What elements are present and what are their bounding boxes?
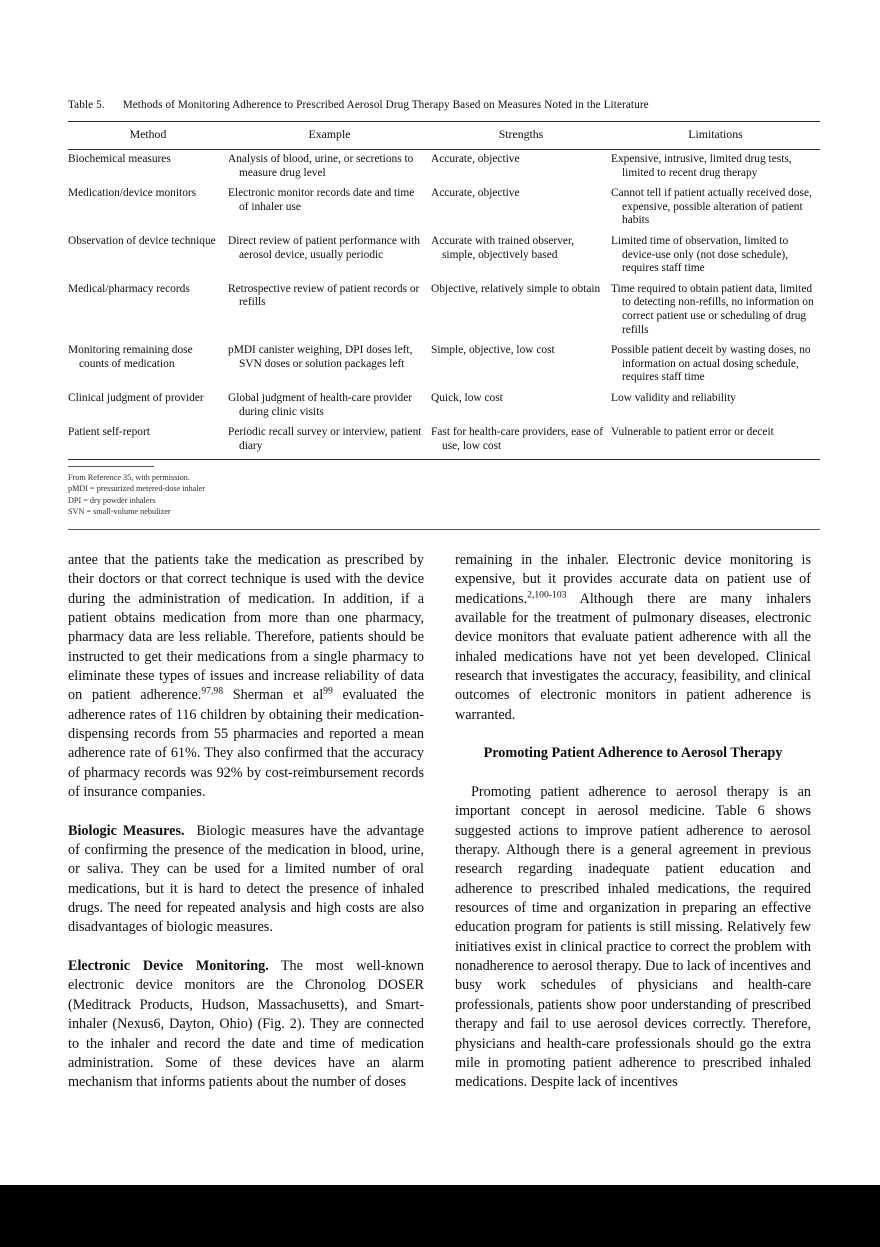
paragraph-electronic-device-monitoring — [68, 957, 424, 1092]
paragraph-promoting-adherence: Promoting patient adherence to aerosol therapy is an important concept in aerosol medicine. Table 6 shows suggested actions to improve patient adherence to aerosol therapy. Although there is a general agreement in previous research regarding inadequate patient education and adherence to prescribed inhaled medications, the required resources of time and organization in preparing an effective education program for patients is still missing. Relatively few initiatives exist in clinical practice to correct the problem with nonadherence to aerosol therapy. Due to lack of incentives and busy work schedules of physicians and health-care professionals, patients show poor understanding of prescribed therapy and fail to use aerosol devices correctly. Therefore, physicians and health-care professionals should go the extra mile in promoting patient adherence to prescribed inhaled medications. Despite lack of incentives — [455, 784, 811, 1091]
cell-example: Direct review of patient performance with aerosol device, usually periodic — [228, 235, 420, 261]
citation-99: 99 — [323, 685, 333, 697]
cell-example: Electronic monitor records date and time of inhaler use — [228, 187, 415, 213]
table-footnotes — [68, 466, 368, 518]
run-in-heading-electronic-device-monitoring: Electronic Device Monitoring. — [68, 958, 269, 975]
table-row — [68, 423, 820, 457]
table-header-row — [68, 122, 820, 149]
cell-limitations: Cannot tell if patient actually received dose, expensive, possible alteration of patient habits — [611, 187, 812, 227]
table-row — [68, 232, 820, 280]
cell-limitations: Expensive, intrusive, limited drug tests, limited to recent drug therapy — [611, 153, 792, 179]
cell-method: Clinical judgment of provider — [68, 392, 204, 404]
footnote-pmdi: pMDI = pressurized metered-dose inhaler — [68, 484, 205, 494]
section-separator-rule — [68, 529, 820, 530]
table-caption — [68, 98, 820, 112]
cell-example: Periodic recall survey or interview, patient diary — [228, 426, 422, 452]
table-row — [68, 149, 820, 184]
table-row — [68, 279, 820, 340]
page-bottom-black-bar — [0, 1185, 880, 1247]
electronic-device-monitoring-text: The most well-known electronic device monitors are the Chronolog DOSER (Meditrack Products, Hudson, Massachusetts), and Smart-inhaler (Nexus6, Dayton, Ohio) (Fig. 2). They are connected to the inhaler and record the date and time of medication administration. Some of these devices have an alarm mechanism that informs patients about the number of doses — [68, 958, 424, 1091]
citation-97-98: 97,98 — [201, 685, 224, 697]
cell-strengths: Accurate, objective — [431, 153, 520, 166]
cell-example: Analysis of blood, urine, or secretions to measure drug level — [228, 153, 414, 179]
citation-2-100-103: 2,100-103 — [527, 588, 567, 600]
column-header-method: Method — [68, 122, 228, 149]
table-caption-text: Methods of Monitoring Adherence to Prescribed Aerosol Drug Therapy Based on Measures Noted in the Literature — [122, 99, 649, 111]
footnote-dpi: DPI = dry powder inhalers — [68, 495, 156, 505]
table-5 — [68, 98, 820, 460]
body-column-right — [455, 551, 811, 1093]
cell-example: Retrospective review of patient records or refills — [228, 282, 420, 309]
right-para-text-part1: remaining in the inhaler. Electronic device monitoring is expensive, but it provides accurate data on patient use of medications. — [455, 552, 811, 607]
cell-strengths: Objective, relatively simple to obtain — [431, 282, 601, 295]
table-row — [68, 341, 820, 389]
column-header-example: Example — [228, 122, 431, 149]
paragraph-biologic-measures — [68, 822, 424, 938]
column-header-strengths: Strengths — [431, 122, 611, 149]
cell-method: Biochemical measures — [68, 153, 171, 166]
cell-method: Medication/device monitors — [68, 187, 197, 200]
cell-example: Global judgment of health-care provider during clinic visits — [228, 392, 413, 418]
cell-example: pMDI canister weighing, DPI doses left, SVN doses or solution packages left — [228, 344, 413, 370]
cell-limitations: Limited time of observation, limited to device-use only (not dose schedule), requires staff time — [611, 235, 789, 275]
table-label: Table 5. — [68, 99, 105, 111]
footnote-rule — [68, 466, 154, 467]
cell-strengths: Accurate with trained observer, simple, objectively based — [431, 235, 575, 261]
para-text-part2: Sherman et al — [223, 687, 324, 704]
biologic-measures-text: Biologic measures have the advantage of confirming the presence of the medication in blood, urine, or saliva. They can be used for a limited number of oral medications, but it is hard to detect the presence of inhaled drugs. The need for repeated analysis and high costs are also disadvantages of biologic measures. — [68, 822, 424, 936]
cell-limitations: Vulnerable to patient error or deceit — [611, 426, 774, 439]
footnote-source: From Reference 35, with permission. — [68, 473, 190, 482]
cell-method: Patient self-report — [68, 426, 150, 439]
cell-limitations: Time required to obtain patient data, limited to detecting non-refills, no information on correct patient use or scheduling of drug refills — [611, 282, 814, 336]
column-header-limitations: Limitations — [611, 122, 820, 149]
cell-strengths: Quick, low cost — [431, 392, 503, 404]
cell-method: Observation of device technique — [68, 235, 216, 248]
right-para-text-part2: Although there are many inhalers available for the treatment of pulmonary diseases, electronic device monitors that evaluate patient adherence with all the inhaled medications have not yet been developed. Clinical research that investigates the accuracy, feasibility, and clinical outcomes of electronic monitors in patient adherence is warranted. — [455, 590, 811, 723]
cell-strengths: Accurate, objective — [431, 187, 520, 200]
cell-limitations: Possible patient deceit by wasting doses, no information on actual dosing schedule, requires staff time — [611, 344, 811, 384]
table-row — [68, 184, 820, 232]
cell-method: Monitoring remaining dose counts of medication — [68, 344, 193, 370]
table-5-grid — [68, 121, 820, 457]
para-text-part3: evaluated the adherence rates of 116 children by obtaining their medication-dispensing records from 55 pharmacies and reported a mean adherence rate of 61%. They also confirmed that the accuracy of pharmacy records was 92% by cost-reimbursement records of insurance companies. — [68, 687, 424, 801]
para-text-part1: antee that the patients take the medication as prescribed by their doctors or that correct technique is used with the device during the administration of medication. In addition, if a patient obtains medication from more than one pharmacy, pharmacy data are less reliable. Therefore, patients should be instructed to get their medications from a single pharmacy to eliminate these types of issues and increase reliability of data on patient adherence. — [68, 552, 424, 704]
section-heading-promoting-patient-adherence: Promoting Patient Adherence to Aerosol Therapy — [483, 745, 783, 762]
paragraph-electronic-monitoring-continued — [455, 551, 811, 725]
paragraph-pharmacy-records — [68, 551, 424, 802]
table-row — [68, 389, 820, 423]
body-column-left — [68, 551, 424, 1093]
run-in-heading-biologic-measures: Biologic Measures. — [68, 822, 185, 839]
cell-method: Medical/pharmacy records — [68, 282, 190, 295]
footnote-svn: SVN = small-volume nebulizer — [68, 507, 171, 517]
cell-strengths: Fast for health-care providers, ease of use, low cost — [431, 426, 604, 452]
cell-strengths: Simple, objective, low cost — [431, 344, 555, 357]
cell-limitations: Low validity and reliability — [611, 392, 736, 404]
table-bottom-rule — [68, 459, 820, 460]
